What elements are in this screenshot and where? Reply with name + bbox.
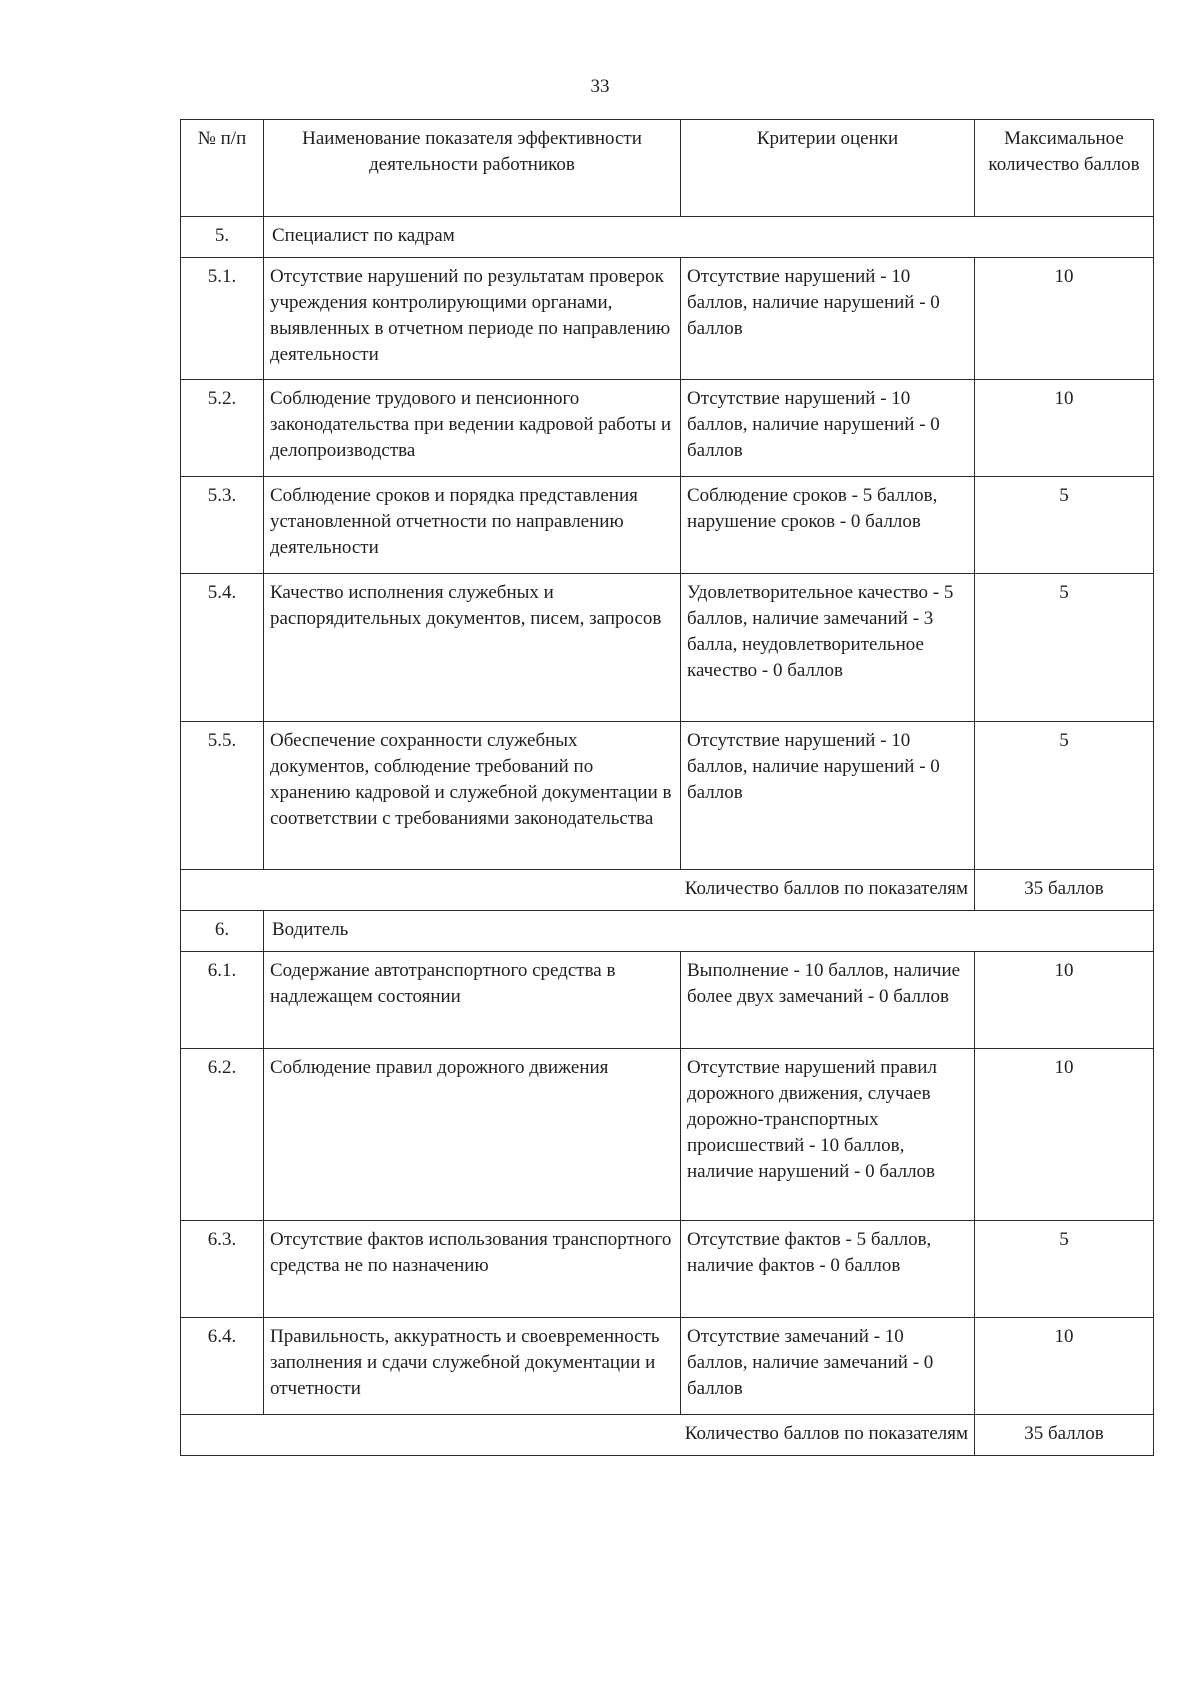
section-title: Водитель [264,911,1154,952]
row-name: Соблюдение трудового и пенсионного законодательства при ведении кадровой работы и делопроизводства [264,380,681,477]
row-name: Отсутствие нарушений по результатам проверок учреждения контролирующими органами, выявленных в отчетном периоде по направлению деятельности [264,258,681,380]
section-row [181,911,1154,952]
header-max: Максимальное количество баллов [975,120,1154,217]
row-num: 6.1. [181,952,264,1049]
row-max: 10 [975,258,1154,380]
table-row [181,952,1154,1049]
row-criteria: Отсутствие нарушений - 10 баллов, наличие нарушений - 0 баллов [681,258,975,380]
total-value: 35 баллов [975,1415,1154,1456]
row-num: 5.5. [181,722,264,870]
row-criteria: Отсутствие нарушений - 10 баллов, наличие нарушений - 0 баллов [681,380,975,477]
row-name: Качество исполнения служебных и распорядительных документов, писем, запросов [264,574,681,722]
row-num: 5.1. [181,258,264,380]
row-num: 6.2. [181,1049,264,1221]
table-row [181,258,1154,380]
row-criteria: Отсутствие фактов - 5 баллов, наличие фактов - 0 баллов [681,1221,975,1318]
table-row [181,1318,1154,1415]
section-title: Специалист по кадрам [264,217,1154,258]
row-num: 5.2. [181,380,264,477]
row-max: 10 [975,380,1154,477]
table-row [181,574,1154,722]
row-name: Обеспечение сохранности служебных документов, соблюдение требований по хранению кадровой и служебной документации в соответствии с требованиями законодательства [264,722,681,870]
row-num: 6.3. [181,1221,264,1318]
table-row [181,1049,1154,1221]
row-max: 10 [975,952,1154,1049]
page-number: 33 [590,76,610,97]
row-max: 10 [975,1318,1154,1415]
row-num: 5.4. [181,574,264,722]
section-num: 6. [181,911,264,952]
total-row [181,1415,1154,1456]
table-row [181,380,1154,477]
row-criteria: Удовлетворительное качество - 5 баллов, наличие замечаний - 3 балла, неудовлетворительное качество - 0 баллов [681,574,975,722]
row-max: 5 [975,722,1154,870]
header-name: Наименование показателя эффективности деятельности работников [264,120,681,217]
table-row [181,722,1154,870]
row-name: Содержание автотранспортного средства в надлежащем состоянии [264,952,681,1049]
criteria-table [180,119,1154,1456]
total-label: Количество баллов по показателям [181,870,975,911]
row-max: 5 [975,477,1154,574]
section-num: 5. [181,217,264,258]
row-criteria: Соблюдение сроков - 5 баллов, нарушение сроков - 0 баллов [681,477,975,574]
row-name: Соблюдение правил дорожного движения [264,1049,681,1221]
header-num: № п/п [181,120,264,217]
row-max: 10 [975,1049,1154,1221]
header-criteria: Критерии оценки [681,120,975,217]
row-criteria: Отсутствие нарушений - 10 баллов, наличие нарушений - 0 баллов [681,722,975,870]
section-row [181,217,1154,258]
total-label: Количество баллов по показателям [181,1415,975,1456]
row-name: Соблюдение сроков и порядка представления установленной отчетности по направлению деятельности [264,477,681,574]
table-row [181,1221,1154,1318]
row-criteria: Отсутствие замечаний - 10 баллов, наличие замечаний - 0 баллов [681,1318,975,1415]
total-row [181,870,1154,911]
table-row [181,477,1154,574]
row-max: 5 [975,574,1154,722]
row-max: 5 [975,1221,1154,1318]
row-criteria: Выполнение - 10 баллов, наличие более двух замечаний - 0 баллов [681,952,975,1049]
total-value: 35 баллов [975,870,1154,911]
row-criteria: Отсутствие нарушений правил дорожного движения, случаев дорожно-транспортных происшествий - 10 баллов, наличие нарушений - 0 баллов [681,1049,975,1221]
row-num: 6.4. [181,1318,264,1415]
table-header-row [181,120,1154,217]
row-name: Отсутствие фактов использования транспортного средства не по назначению [264,1221,681,1318]
row-name: Правильность, аккуратность и своевременность заполнения и сдачи служебной документации и отчетности [264,1318,681,1415]
row-num: 5.3. [181,477,264,574]
